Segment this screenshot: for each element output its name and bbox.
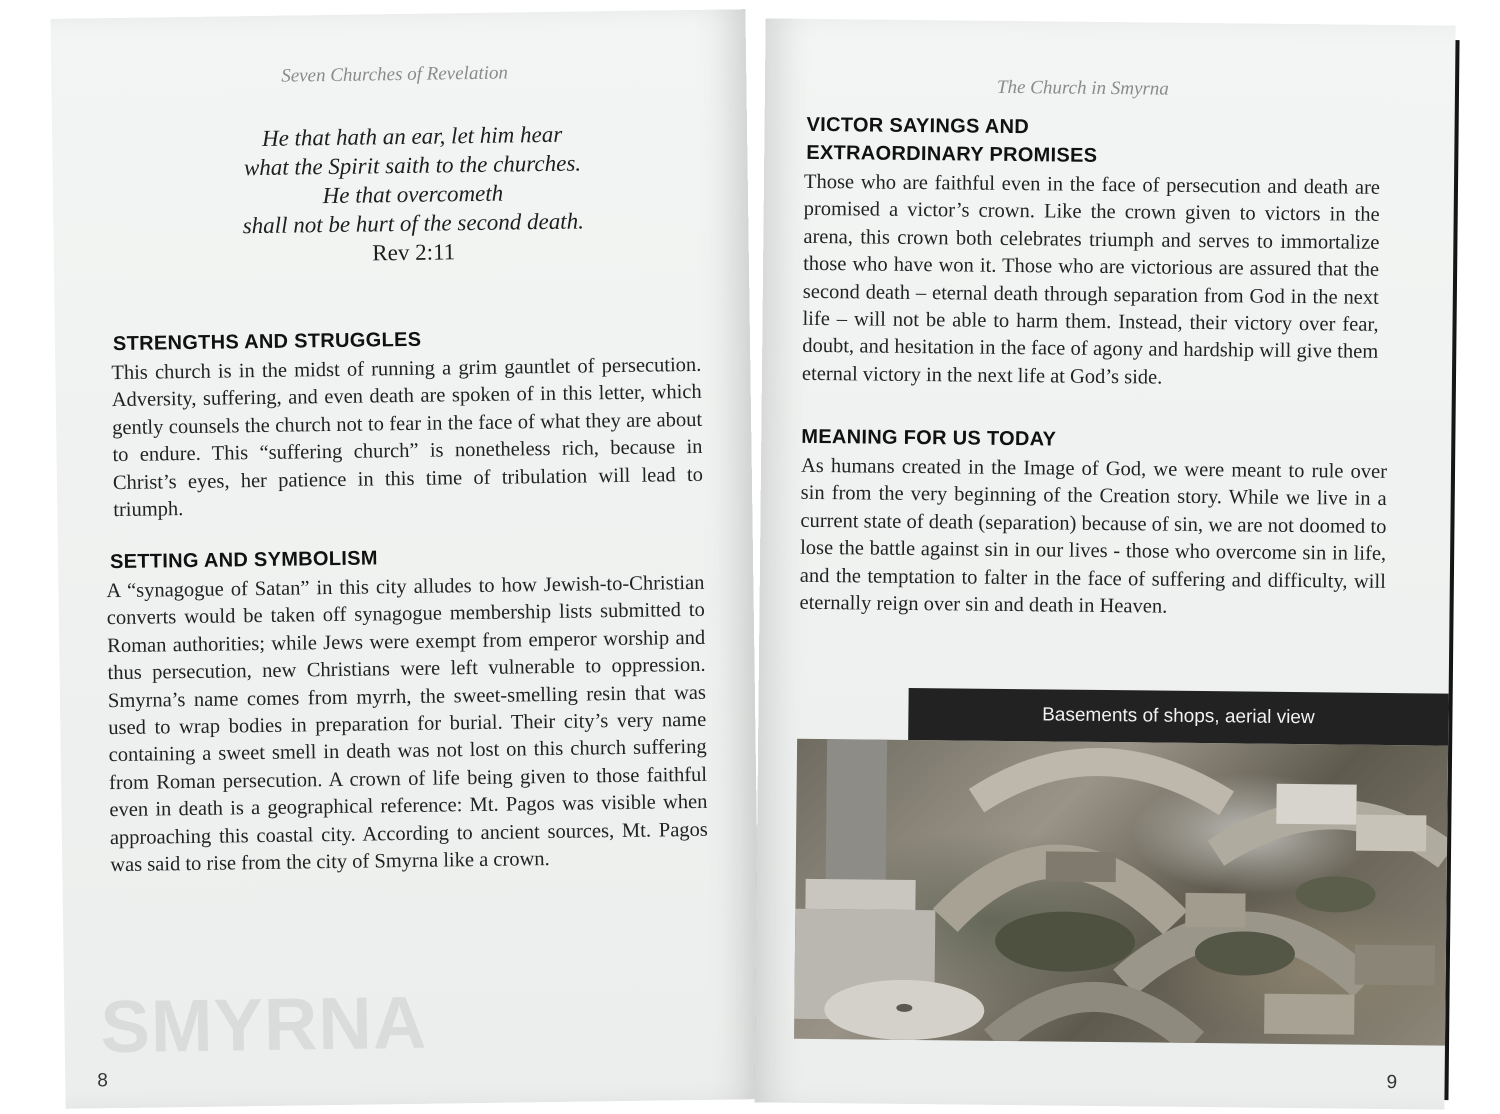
verse-reference: Rev 2:11 [372,239,456,266]
photo-caption: Basements of shops, aerial view [1042,704,1315,729]
section-heading-meaning: MEANING FOR US TODAY [801,425,1057,451]
section-heading-strengths: STRENGTHS AND STRUGGLES [112,328,422,356]
verse-line: what the Spirit saith to the churches. [243,150,582,181]
running-head-right: The Church in Smyrna [996,76,1169,100]
section-heading-setting: SETTING AND SYMBOLISM [109,547,378,574]
section-body-victor: Those who are faithful even in the face of persecution and death are promised a victor’s crown. Like the crown given to victors in the arena, this crown both celebrates triumph and serves to immortalize those who have won it. Those who are victorious are assured that the second death – eternal death through separation from God in the next life – will not be able to harm them. Instead, their victory over fear, doubt, and hesitation in the face of agony and hardship will give them eternal victory in the next life at God’s side. [801,170,1381,389]
verse-line: He that overcometh [322,180,504,209]
page-number-right: 9 [1386,1071,1398,1094]
photo-caption-bar [908,688,1449,746]
right-page [754,18,1455,1109]
section-body-strengths: This church is in the midst of running a grim gauntlet of persecution. Adversity, suffering, and even death are spoken of in this letter, which gently counsels the church not to fear in the face of what they are about to endure. This “suffering church” is nonetheless rich, because in Christ’s eyes, her patience in this time of tribulation will lead to triumph. [111,353,704,522]
heading-line: EXTRAORDINARY PROMISES [806,141,1098,167]
section-body-meaning: As humans created in the Image of God, we were meant to rule over sin from the very beginning of the Creation story. While we live in a current state of death (separation) because of sin, we are not doomed to lose the battle against sin in our lives - those who overcome sin in life, and the temptation to falter in the face of suffering and difficulty, will eternally reign over sin and death in Heaven. [799,454,1388,618]
section-heading-victor [806,111,1098,170]
section-body-setting: A “synagogue of Satan” in this city alludes to how Jewish-to-Christian converts would be taken off synagogue membership lists submitted to Roman authorities; while Jews were exempt from emperor worship and thus persecution, new Christians were left vulnerable to oppression. Smyrna’s name comes from myrrh, the sweet-smelling resin that was used to wrap bodies in preparation for burial. Their city’s very name containing a sweet smell in death was not lost on this church suffering from Roman persecution. A crown of life being given to those faithful even in death is a geographical reference: Mt. Pagos was visible when approaching this coastal city. According to ancient sources, Mt. Pagos was said to rise from the city of Smyrna like a crown. [106,571,708,877]
page-number-left: 8 [97,1070,108,1092]
running-head-left: Seven Churches of Revelation [281,62,509,87]
ruins-illustration [794,739,1448,1046]
scripture-verse [192,119,634,270]
ruins-photo [794,739,1448,1046]
heading-line: VICTOR SAYINGS AND [806,113,1030,139]
smyrna-watermark: SMYRNA [99,980,428,1069]
verse-line: shall not be hurt of the second death. [242,208,585,239]
verse-line: He that hath an ear, let him hear [261,121,563,151]
left-page [50,9,760,1109]
